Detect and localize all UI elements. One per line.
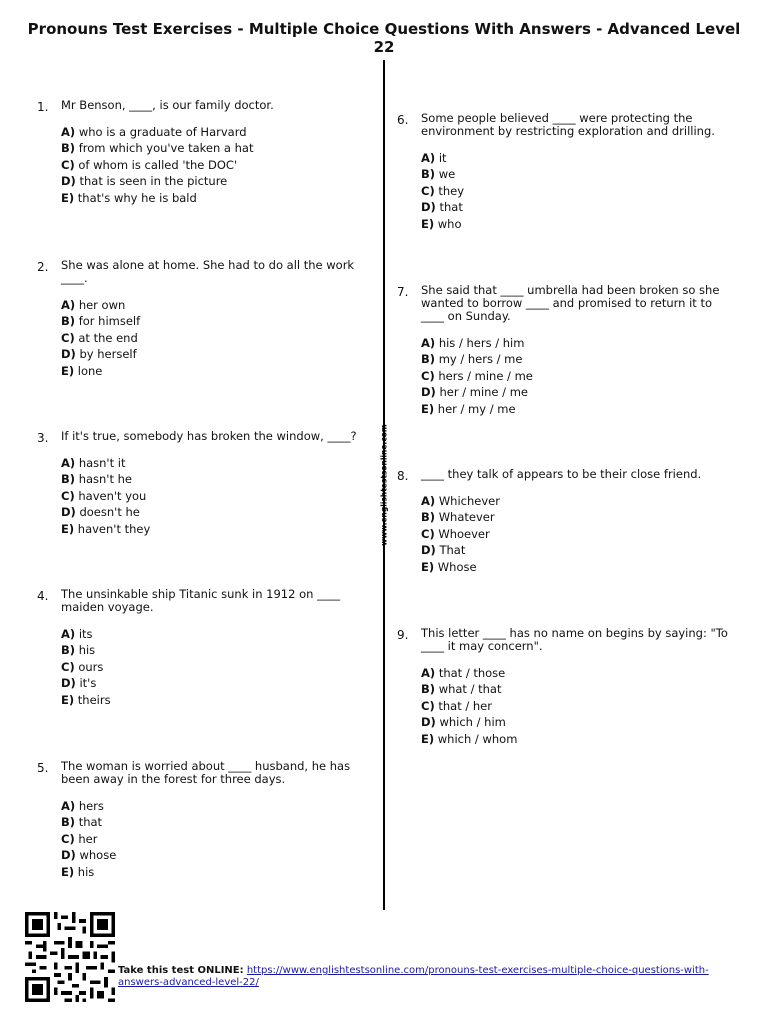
option-text: for himself bbox=[78, 314, 141, 329]
question-number: 2. bbox=[37, 260, 49, 274]
option-a[interactable] bbox=[61, 626, 356, 642]
option-a[interactable] bbox=[61, 798, 361, 814]
option-letter: A) bbox=[61, 456, 76, 470]
option-letter: D) bbox=[421, 543, 436, 558]
option-letter: A) bbox=[421, 336, 436, 350]
option-text: which / him bbox=[439, 715, 506, 730]
option-letter: D) bbox=[421, 200, 436, 215]
option-text: haven't you bbox=[78, 488, 147, 503]
question-number: 7. bbox=[397, 285, 409, 299]
option-e[interactable] bbox=[61, 692, 356, 708]
option-e[interactable] bbox=[421, 216, 731, 232]
qr-code-icon[interactable] bbox=[25, 912, 115, 1002]
option-list bbox=[61, 798, 361, 880]
option-letter: C) bbox=[421, 698, 435, 713]
question-text: Some people believed ____ were protecting the environment by restricting exploration and drilling. bbox=[421, 111, 715, 138]
footer-label: Take this test ONLINE: bbox=[118, 965, 244, 976]
option-letter: A) bbox=[421, 151, 436, 165]
option-text: her / mine / me bbox=[439, 385, 528, 400]
option-d[interactable] bbox=[421, 199, 731, 215]
question-7 bbox=[397, 283, 731, 417]
option-b[interactable] bbox=[61, 642, 356, 658]
option-text: that / those bbox=[438, 666, 506, 680]
option-b[interactable] bbox=[61, 140, 381, 156]
option-a[interactable] bbox=[61, 455, 381, 471]
option-d[interactable] bbox=[421, 714, 736, 730]
option-letter: A) bbox=[61, 799, 76, 813]
option-letter: A) bbox=[421, 666, 436, 680]
option-d[interactable] bbox=[61, 346, 361, 362]
option-text: from which you've taken a hat bbox=[78, 141, 254, 156]
option-text: that / her bbox=[438, 698, 492, 713]
option-text: my / hers / me bbox=[438, 352, 523, 367]
option-letter: C) bbox=[61, 659, 75, 674]
option-list bbox=[61, 297, 361, 379]
option-letter: D) bbox=[61, 505, 76, 520]
option-c[interactable] bbox=[61, 488, 381, 504]
option-letter: C) bbox=[421, 526, 435, 541]
option-text: that's why he is bald bbox=[77, 190, 197, 205]
page-title: Pronouns Test Exercises - Multiple Choice Questions With Answers - Advanced Level 22 bbox=[27, 20, 741, 56]
option-text: hasn't it bbox=[78, 456, 126, 470]
option-a[interactable] bbox=[421, 335, 731, 351]
footer-link-line bbox=[118, 965, 738, 989]
option-text: haven't they bbox=[77, 521, 151, 536]
option-a[interactable] bbox=[421, 665, 736, 681]
option-b[interactable] bbox=[421, 681, 736, 697]
question-text: If it's true, somebody has broken the window, ____? bbox=[61, 429, 357, 443]
question-text: Mr Benson, ____, is our family doctor. bbox=[61, 98, 274, 112]
option-b[interactable] bbox=[421, 351, 731, 367]
option-letter: B) bbox=[421, 352, 436, 367]
option-letter: A) bbox=[61, 627, 76, 641]
option-c[interactable] bbox=[421, 183, 731, 199]
option-list bbox=[61, 455, 381, 537]
question-9 bbox=[397, 626, 736, 747]
option-letter: E) bbox=[421, 401, 435, 416]
question-5 bbox=[37, 759, 361, 880]
option-b[interactable] bbox=[421, 509, 731, 525]
option-text: Whichever bbox=[438, 494, 500, 508]
option-text: hers / mine / me bbox=[438, 368, 533, 383]
option-e[interactable] bbox=[61, 190, 381, 206]
option-letter: C) bbox=[61, 488, 75, 503]
option-text: who bbox=[437, 216, 462, 231]
question-4 bbox=[37, 587, 356, 708]
option-text: theirs bbox=[77, 692, 111, 707]
option-d[interactable] bbox=[61, 675, 356, 691]
option-c[interactable] bbox=[61, 659, 356, 675]
question-number: 5. bbox=[37, 761, 49, 775]
question-number: 8. bbox=[397, 469, 409, 483]
option-text: that is seen in the picture bbox=[79, 174, 228, 189]
option-list bbox=[61, 626, 356, 708]
question-text: She said that ____ umbrella had been broken so she wanted to borrow ____ and promised to return it to ____ on Sunday. bbox=[421, 283, 724, 323]
option-e[interactable] bbox=[61, 864, 361, 880]
option-letter: C) bbox=[421, 368, 435, 383]
option-text: her / my / me bbox=[437, 401, 516, 416]
question-1 bbox=[37, 98, 381, 206]
question-number: 4. bbox=[37, 589, 49, 603]
option-d[interactable] bbox=[421, 384, 731, 400]
option-list bbox=[421, 493, 731, 575]
option-d[interactable] bbox=[61, 504, 381, 520]
option-letter: E) bbox=[61, 363, 75, 378]
option-e[interactable] bbox=[421, 559, 731, 575]
option-letter: B) bbox=[421, 167, 436, 182]
option-letter: E) bbox=[421, 559, 435, 574]
question-8 bbox=[397, 467, 731, 575]
option-text: his / hers / him bbox=[438, 336, 525, 350]
option-letter: B) bbox=[421, 510, 436, 525]
option-letter: E) bbox=[421, 216, 435, 231]
option-text: ours bbox=[78, 659, 104, 674]
option-letter: E) bbox=[421, 731, 435, 746]
option-letter: A) bbox=[61, 298, 76, 312]
option-letter: D) bbox=[61, 347, 76, 362]
option-a[interactable] bbox=[421, 493, 731, 509]
option-list bbox=[421, 665, 736, 747]
option-d[interactable] bbox=[61, 173, 381, 189]
question-number: 1. bbox=[37, 100, 49, 114]
question-number: 9. bbox=[397, 628, 409, 642]
option-b[interactable] bbox=[421, 166, 731, 182]
option-letter: D) bbox=[421, 385, 436, 400]
option-letter: D) bbox=[61, 174, 76, 189]
option-list bbox=[61, 124, 381, 206]
option-text: what / that bbox=[438, 682, 502, 697]
option-letter: D) bbox=[61, 848, 76, 863]
question-6 bbox=[397, 111, 731, 232]
option-text: his bbox=[77, 864, 95, 879]
option-text: of whom is called 'the DOC' bbox=[78, 157, 238, 172]
option-a[interactable] bbox=[61, 124, 381, 140]
option-list bbox=[421, 335, 731, 417]
option-letter: B) bbox=[61, 815, 76, 830]
option-letter: C) bbox=[421, 183, 435, 198]
option-letter: A) bbox=[61, 125, 76, 139]
option-letter: B) bbox=[61, 643, 76, 658]
option-c[interactable] bbox=[421, 526, 731, 542]
option-text: whose bbox=[79, 848, 117, 863]
option-letter: E) bbox=[61, 692, 75, 707]
option-c[interactable] bbox=[61, 330, 361, 346]
option-c[interactable] bbox=[421, 368, 731, 384]
question-2 bbox=[37, 258, 361, 379]
option-letter: C) bbox=[61, 157, 75, 172]
option-letter: D) bbox=[421, 715, 436, 730]
option-text: they bbox=[438, 183, 465, 198]
question-text: This letter ____ has no name on begins by saying: "To ____ it may concern". bbox=[421, 626, 732, 653]
question-number: 3. bbox=[37, 431, 49, 445]
option-text: hers bbox=[78, 799, 104, 813]
option-letter: B) bbox=[61, 314, 76, 329]
option-text: who is a graduate of Harvard bbox=[78, 125, 247, 139]
option-text: hasn't he bbox=[78, 472, 132, 487]
option-letter: B) bbox=[61, 472, 76, 487]
option-c[interactable] bbox=[61, 157, 381, 173]
question-3 bbox=[37, 429, 381, 537]
option-c[interactable] bbox=[61, 831, 361, 847]
option-letter: C) bbox=[61, 831, 75, 846]
option-text: its bbox=[78, 627, 93, 641]
option-text: by herself bbox=[79, 347, 137, 362]
option-b[interactable] bbox=[61, 814, 361, 830]
option-e[interactable] bbox=[61, 363, 361, 379]
option-text: That bbox=[439, 543, 466, 558]
option-text: it's bbox=[79, 676, 97, 691]
option-letter: E) bbox=[61, 864, 75, 879]
option-text: at the end bbox=[78, 330, 138, 345]
option-text: Whose bbox=[437, 559, 477, 574]
question-text: She was alone at home. She had to do all the work ____. bbox=[61, 258, 358, 285]
option-text: her own bbox=[78, 298, 126, 312]
option-c[interactable] bbox=[421, 698, 736, 714]
option-letter: B) bbox=[421, 682, 436, 697]
option-letter: D) bbox=[61, 676, 76, 691]
side-url: www.englishtestsonline.com bbox=[379, 424, 389, 546]
option-d[interactable] bbox=[61, 847, 361, 863]
question-text: The unsinkable ship Titanic sunk in 1912 on ____ maiden voyage. bbox=[61, 587, 344, 614]
option-d[interactable] bbox=[421, 542, 731, 558]
option-e[interactable] bbox=[61, 521, 381, 537]
option-b[interactable] bbox=[61, 313, 361, 329]
option-text: his bbox=[78, 643, 96, 658]
option-letter: E) bbox=[61, 521, 75, 536]
option-b[interactable] bbox=[61, 471, 381, 487]
option-letter: B) bbox=[61, 141, 76, 156]
option-a[interactable] bbox=[61, 297, 361, 313]
question-number: 6. bbox=[397, 113, 409, 127]
question-text: ____ they talk of appears to be their close friend. bbox=[421, 467, 702, 481]
question-text: The woman is worried about ____ husband, he has been away in the forest for three days. bbox=[61, 759, 354, 786]
option-text: doesn't he bbox=[79, 505, 140, 520]
test-online-link[interactable]: https://www.englishtestsonline.com/pronouns-test-exercises-multiple-choice-questions-with-answers-advanced-level-22/ bbox=[118, 965, 709, 988]
option-text: Whoever bbox=[438, 526, 490, 541]
option-text: we bbox=[438, 167, 456, 182]
option-text: lone bbox=[77, 363, 103, 378]
option-text: her bbox=[78, 831, 98, 846]
option-e[interactable] bbox=[421, 731, 736, 747]
option-text: Whatever bbox=[438, 510, 495, 525]
option-a[interactable] bbox=[421, 150, 731, 166]
option-letter: E) bbox=[61, 190, 75, 205]
option-text: that bbox=[439, 200, 463, 215]
option-letter: C) bbox=[61, 330, 75, 345]
option-e[interactable] bbox=[421, 401, 731, 417]
option-list bbox=[421, 150, 731, 232]
option-text: that bbox=[78, 815, 103, 830]
option-text: it bbox=[438, 151, 447, 165]
option-letter: A) bbox=[421, 494, 436, 508]
option-text: which / whom bbox=[437, 731, 518, 746]
